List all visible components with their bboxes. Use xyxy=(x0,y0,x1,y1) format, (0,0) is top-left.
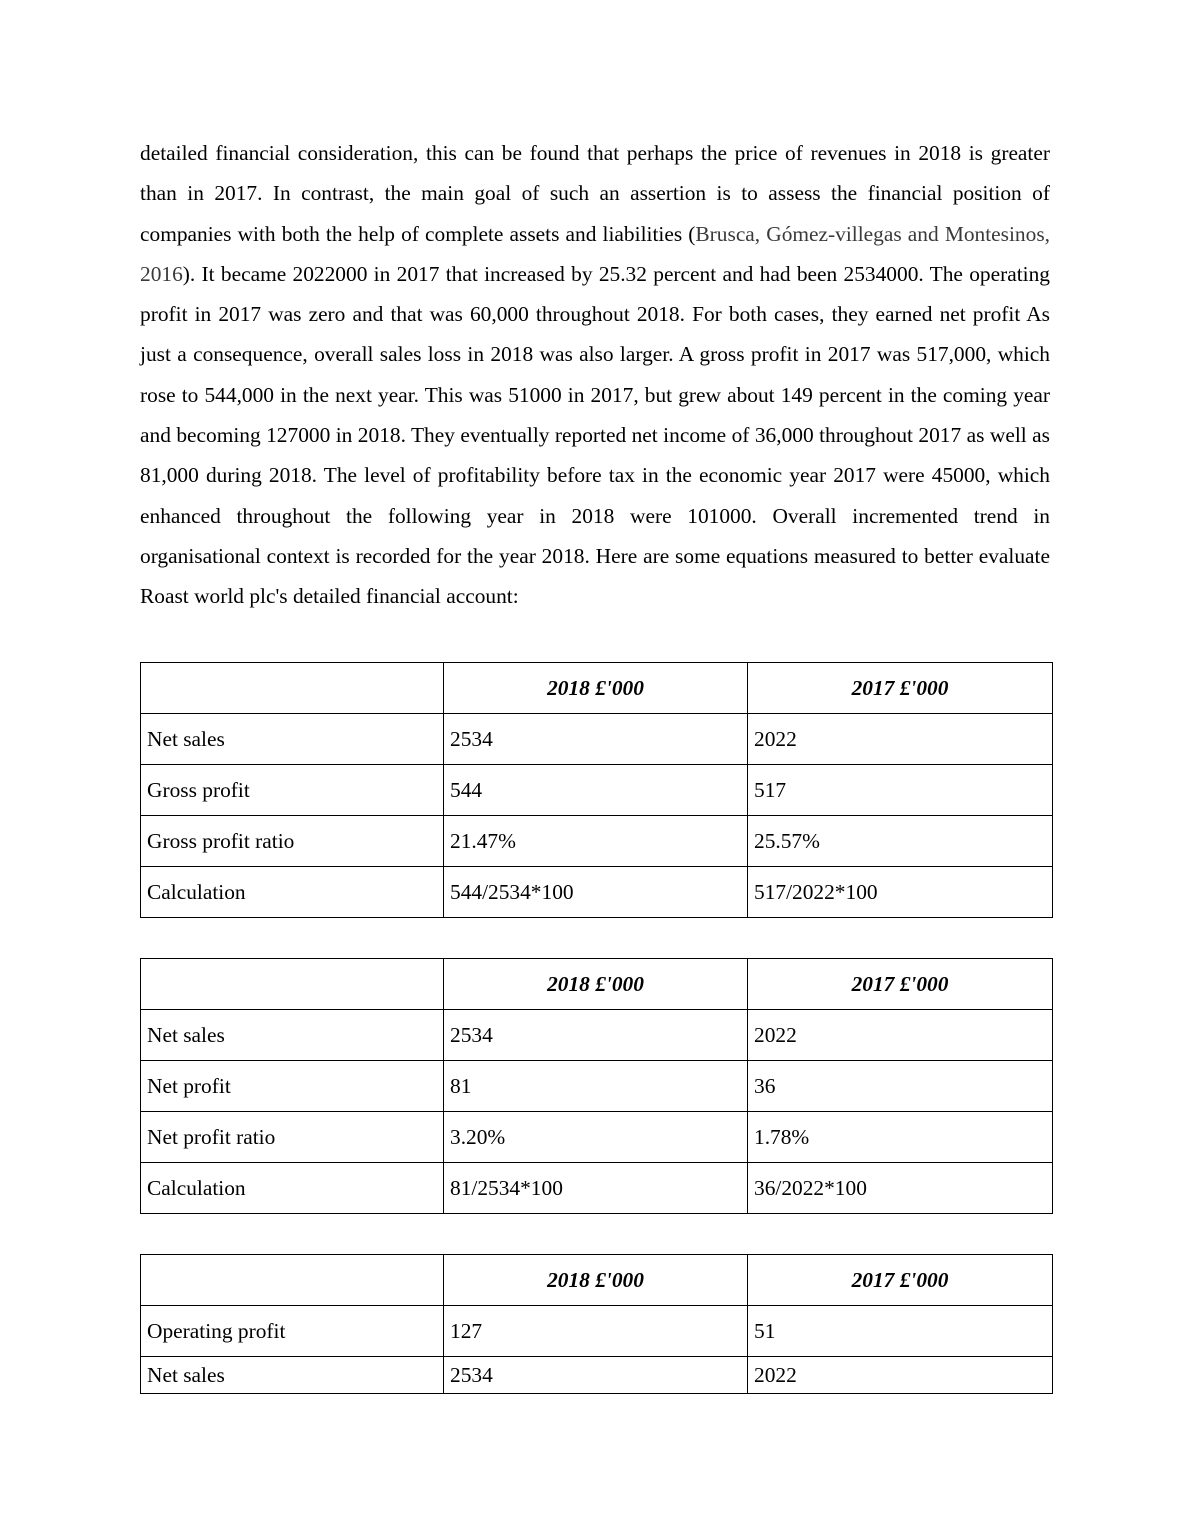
gross-profit-ratio-table xyxy=(140,662,1053,918)
row-label: Net sales xyxy=(141,714,444,765)
table-header-row xyxy=(141,959,1053,1010)
header-cell-empty xyxy=(141,663,444,714)
table-row xyxy=(141,1163,1053,1214)
row-label: Net profit xyxy=(141,1061,444,1112)
value-2018: 21.47% xyxy=(444,816,748,867)
table-row xyxy=(141,1010,1053,1061)
value-2017: 517 xyxy=(748,765,1053,816)
value-2017: 2022 xyxy=(748,1357,1053,1394)
header-cell-2017: 2017 £'000 xyxy=(748,1255,1053,1306)
paragraph-text-part1: detailed financial consideration, this can be found that perhaps the price of revenues in 2018 is greater than in 2017. In contrast, the main goal of such an assertion is to assess the financial position of companies with both the help of complete assets and liabilities ( xyxy=(140,141,1050,246)
table-row xyxy=(141,765,1053,816)
value-2017: 1.78% xyxy=(748,1112,1053,1163)
value-2018: 544 xyxy=(444,765,748,816)
table-row xyxy=(141,1061,1053,1112)
table-row xyxy=(141,1306,1053,1357)
value-2017: 25.57% xyxy=(748,816,1053,867)
header-cell-2018: 2018 £'000 xyxy=(444,663,748,714)
value-2017: 2022 xyxy=(748,1010,1053,1061)
row-label: Calculation xyxy=(141,867,444,918)
header-cell-2018: 2018 £'000 xyxy=(444,1255,748,1306)
value-2018: 2534 xyxy=(444,1010,748,1061)
paragraph-text-part2: ). It became 2022000 in 2017 that increased by 25.32 percent and had been 2534000. The operating profit in 2017 was zero and that was 60,000 throughout 2018. For both cases, they earned net profit As just a consequence, overall sales loss in 2018 was also larger. A gross profit in 2017 was 517,000, which rose to 544,000 in the next year. This was 51000 in 2017, but grew about 149 percent in the coming year and becoming 127000 in 2018. They eventually reported net income of 36,000 throughout 2017 as well as 81,000 during 2018. The level of profitability before tax in the economic year 2017 were 45000, which enhanced throughout the following year in 2018 were 101000. Overall incremented trend in organisational context is recorded for the year 2018. Here are some equations measured to better evaluate Roast world plc's detailed financial account: xyxy=(140,261,1050,609)
document-page xyxy=(140,133,1050,617)
value-2018: 2534 xyxy=(444,714,748,765)
table-row xyxy=(141,1357,1053,1394)
row-label: Net profit ratio xyxy=(141,1112,444,1163)
value-2018: 81/2534*100 xyxy=(444,1163,748,1214)
value-2017: 2022 xyxy=(748,714,1053,765)
row-label: Net sales xyxy=(141,1357,444,1394)
value-2017: 36/2022*100 xyxy=(748,1163,1053,1214)
citation: Brusca, Gómez-villegas and Montesinos, 2016 xyxy=(140,221,1050,286)
table-header-row xyxy=(141,1255,1053,1306)
row-label: Gross profit xyxy=(141,765,444,816)
value-2018: 81 xyxy=(444,1061,748,1112)
table-row xyxy=(141,867,1053,918)
net-profit-ratio-table xyxy=(140,958,1053,1214)
table-header-row xyxy=(141,663,1053,714)
header-cell-2017: 2017 £'000 xyxy=(748,663,1053,714)
table-row xyxy=(141,816,1053,867)
header-cell-2018: 2018 £'000 xyxy=(444,959,748,1010)
row-label: Net sales xyxy=(141,1010,444,1061)
body-paragraph xyxy=(140,133,1050,617)
header-cell-empty xyxy=(141,959,444,1010)
header-cell-empty xyxy=(141,1255,444,1306)
value-2018: 2534 xyxy=(444,1357,748,1394)
row-label: Gross profit ratio xyxy=(141,816,444,867)
value-2017: 517/2022*100 xyxy=(748,867,1053,918)
row-label: Operating profit xyxy=(141,1306,444,1357)
value-2018: 3.20% xyxy=(444,1112,748,1163)
row-label: Calculation xyxy=(141,1163,444,1214)
value-2018: 127 xyxy=(444,1306,748,1357)
table-row xyxy=(141,1112,1053,1163)
value-2018: 544/2534*100 xyxy=(444,867,748,918)
value-2017: 51 xyxy=(748,1306,1053,1357)
value-2017: 36 xyxy=(748,1061,1053,1112)
header-cell-2017: 2017 £'000 xyxy=(748,959,1053,1010)
operating-profit-table xyxy=(140,1254,1053,1394)
table-row xyxy=(141,714,1053,765)
